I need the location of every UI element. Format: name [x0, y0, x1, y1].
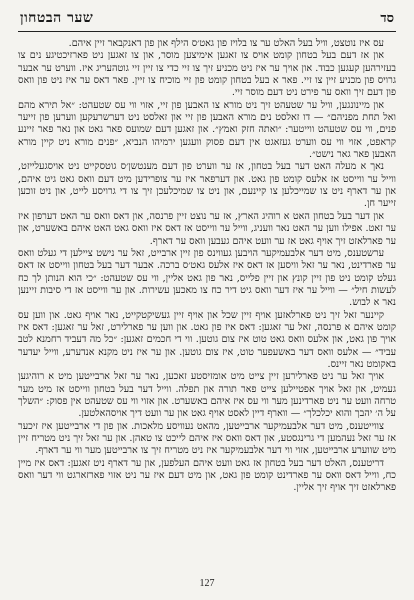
paragraph: און אז דעם בעל בטחון קומט אויס צו זאגען אימיצען מוסר, און צו זאגען ניט פארזיכטיגע נים צו בעזירהען קעגען כבוד. און אויך ער איז ניט מכניע זיך צו זיי כדי צו זיין זיי גוטהעריג איז. ווערט ער אבער גרויס פון מכניע זיין צו זיי. פאר א בעל בטחון קומט פון זיי מוכיח צו זיין. פאר דאס ער איז ניט פון וואס פון דעם זיך וואס ער פירט ניט דעם מוסר זיי. [18, 50, 396, 99]
running-title: שער הבטחון [20, 10, 94, 26]
paragraph: ערשטענס, מיט דער אלבעמיקער הויבען געווינס פון זיין ארבייט, זאל ער נישט ציילען די געלט וואס ער פארדינט, נאר ער זאל וויסען אז דאס איז אלעס גאט׳ס ברכה. אבער דער בעל בטחון ווייסט אז דאס געלט קומט ניט פון זיין קונץ און זיין פלייס, נאר פון גאט אליין, ווי עס שטעהט: ״כי הוא הנותן לך כח לעשות חיל״ — ווייל ער איז דער וואס גיט דיר כח צו מאכען עשירות. און ער ווייסט אז די סיבות זיינען נאר א לבוש. [18, 247, 396, 309]
page-number: 127 [199, 578, 215, 589]
paragraph: נאך א מעלה האט דער בעל בטחון, אז ער ווערט פון דעם מענטשן׳ס גוטסקייט ניט אויסגעלייזט, ווייל ער ווייסט אז אלעס קומט פון גאט. און דערפאר איז ער צופרידען מיט דעם וואס גאט גיט איהם, און ער דארף ניט צו שמייכלען צו קיינעם, און ניט צו שמיכלעכן זיך צו די גרויסע לייט, און ניט זוכען זייער חן. [18, 161, 396, 210]
running-head [18, 10, 396, 32]
hebrew-page-letter: סד [380, 11, 394, 26]
paragraph: אויך זאל ער ניט פארלירען זיין צייט מיט אומזיסטע זאכען, נאר ער זאל ארבייטען מיט א רוהיגען געמיט, און זאל אויך אפטיילען צייט פאר תורה און תפלה. ווייל דער בעל בטחון ווייסט אז מיט מער טרחה וועט ער ניט פארדינען מער ווי עס איז איהם באשערט. און אזוי ווי עס שטעהט אין פסוק: ״השלך על ה׳ יהבך והוא יכלכלך״ — ווארף דיין לאסט אויף גאט און ער וועט דיך אויסהאלטען. [18, 371, 396, 420]
body-text [18, 38, 396, 573]
paragraph: און מיינונגען, וויל ער שטעהט זיך ניט מורא צו האבען פון זיי, אזוי ווי עס שטעהט: ״אל תירא מהם ואל תחת מפניהם״ — דו זאלסט נים מורא האבען פון זיי און זאלסט ניט דערשרעקען ווערען פון זייער פנים, ווי עס שטעהט ווייטער: ״ואתה חזק ואמץ״. און זאגען דעם שמועס פאר גאט און נאר פאר זיינע קראפט, אזוי ווי עס ווערט געזאגט אין דעם פסוק וועגען ירמיהו הנביא, ״פנים מורא ניט קיין מורא האבען פאר גאר נישט״. [18, 99, 396, 161]
paragraph: צווייטענס, מיט דער אלבעמיקער ארבייטען, מהאט נעוויסע מלאכות. און פון די ארבייטען איז זיכער אז ער זאל נעהמען די גרינגסטע, און דאס וואס איז איהם לייכט צו טאהן. און ער זאל זיך ניט מטריח זיין מיט שווערע ארבייטען, אזוי ווי דער אלבעמיקער איז ניט מטריח זיך צו ארבייטען מער ווי ער דארף. [18, 420, 396, 457]
paragraph: עס איז נוטצט, וויל בעל האלט ער צו בלויז פון גאט׳ס הילף און פון דאנקבאר זיין איהם. [68, 38, 384, 49]
paragraph: און דער בעל בטחון האט א רוהיג הארץ, אז ער נוצט זיין פרנסה, און דאס וואס ער האט דערפון איז ער זאט. אפילו ווען ער האט נאר וועניג, ווייל ער ווייסט אז דאס איז וואס גאט האט איהם באשערט, און ער פארלאזט זיך אויף גאט אז ער וועט איהם געבען וואס ער דארף. [18, 210, 396, 247]
paragraph: קיינער זאל זיך ניט פארלאזען אויף זיין שכל און אויף זיין געשיקטקייט, נאר אויף גאט. און ווען עס קומט איהם א פרנסה, זאל ער זאגען: דאס איז פון גאט. און ווען ער פארלירט, זאל ער זאגען: דאס איז אויך פון גאט, און אלעס וואס גאט טוט איז צום גוטען. ווי די חכמים זאגען: ״כל מה דעביד רחמנא לטב עביד״ — אלעס וואס דער באשעפער טוט, איז צום גוטען. און ער איז ניט מקנא אנדערע, ווייל יעדער באקומט נאר זיינס. [18, 309, 396, 370]
paragraph: דריטענס, האלט דער בעל בטחון אז גאט וועט איהם העלפען, און ער דארף ניט זאגען: דאס איז מיין כח, ווייל דאס וואס ער פארדינט קומט פון גאט, און מיט דעם איז ער ניט אזוי פארזארגט ווי דער וואס פארלאזט זיך אויף זיך אליין. [18, 457, 396, 494]
